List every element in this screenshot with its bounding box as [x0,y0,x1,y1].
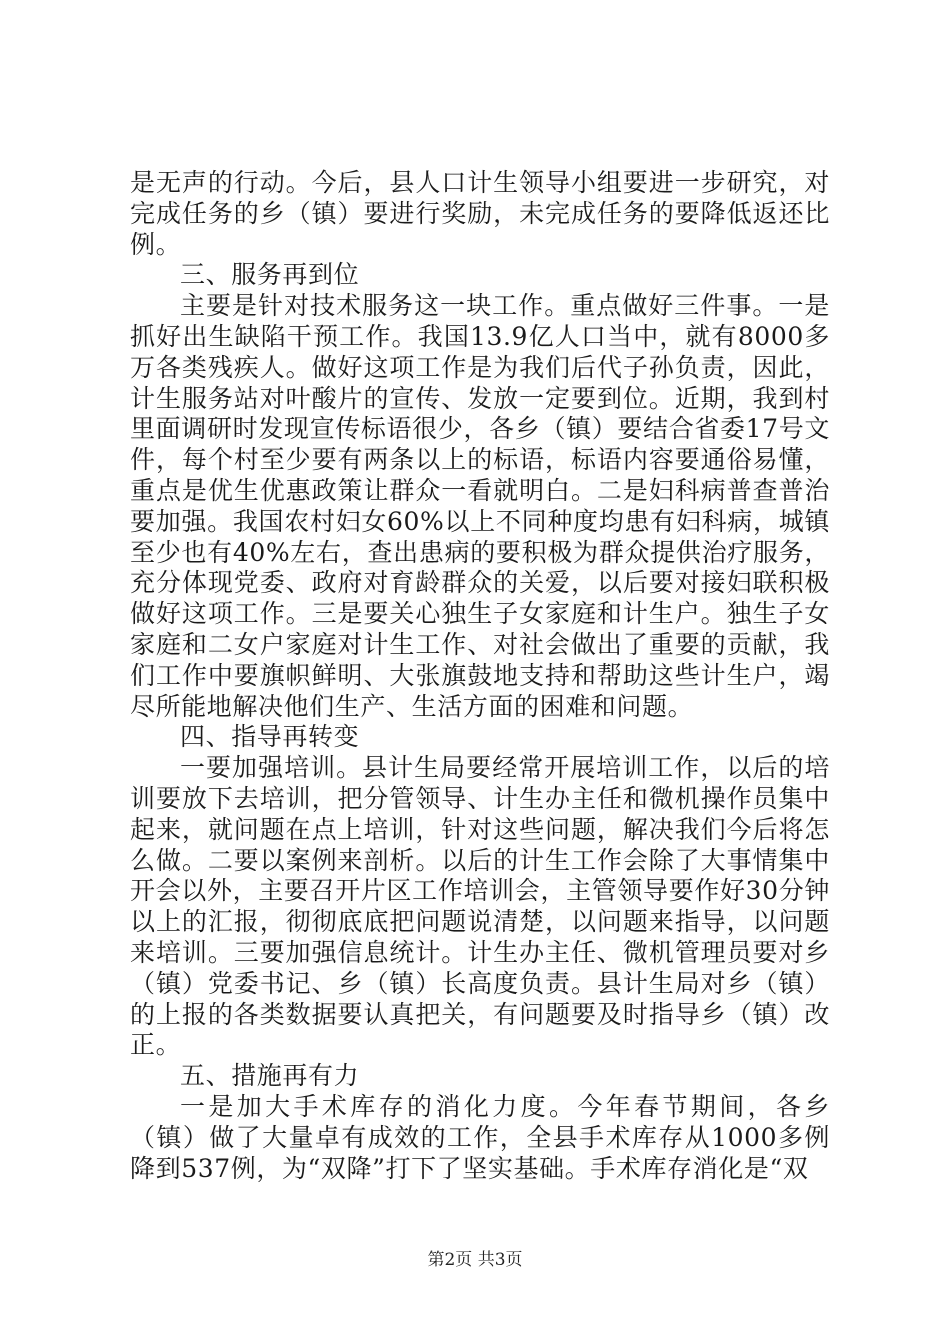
section-heading-5: 五、措施再有力 [180,1061,360,1091]
section-heading-3: 三、服务再到位 [180,260,360,290]
paragraph-section-5: 一是加大手术库存的消化力度。今年春节期间，各乡（镇）做了大量卓有成效的工作，全县手术库存从1000多例降到537例，为“双降”打下了坚实基础。手术库存消化是“双 [130,1091,830,1183]
section-heading-4: 四、指导再转变 [180,722,360,752]
page-footer: 第2页 共3页 [427,1250,523,1270]
paragraph-continuation: 是无声的行动。今后，县人口计生领导小组要进一步研究，对完成任务的乡（镇）要进行奖励，未完成任务的要降低返还比例。 [130,168,830,259]
document-body [130,168,830,1184]
paragraph-section-4: 一要加强培训。县计生局要经常开展培训工作，以后的培训要放下去培训，把分管领导、计生办主任和微机操作员集中起来，就问题在点上培训，针对这些问题，解决我们今后将怎么做。二要以案例来剖析。以后的计生工作会除了大事情集中开会以外，主要召开片区工作培训会，主管领导要作好30分钟以上的汇报，彻彻底底把问题说清楚，以问题来指导，以问题来培训。三要加强信息统计。计生办主任、微机管理员要对乡（镇）党委书记、乡（镇）长高度负责。县计生局对乡（镇）的上报的各类数据要认真把关，有问题要及时指导乡（镇）改正。 [130,753,830,1060]
paragraph-section-3: 主要是针对技术服务这一块工作。重点做好三件事。一是抓好出生缺陷干预工作。我国13.9亿人口当中，就有8000多万各类残疾人。做好这项工作是为我们后代子孙负责，因此，计生服务站对叶酸片的宣传、发放一定要到位。近期，我到村里面调研时发现宣传标语很少，各乡（镇）要结合省委17号文件，每个村至少要有两条以上的标语，标语内容要通俗易懂，重点是优生优惠政策让群众一看就明白。二是妇科病普查普治要加强。我国农村妇女60%以上不同种度均患有妇科病，城镇至少也有40%左右，查出患病的要积极为群众提供治疗服务，充分体现党委、政府对育龄群众的关爱，以后要对接妇联积极做好这项工作。三是要关心独生子女家庭和计生户。独生子女家庭和二女户家庭对计生工作、对社会做出了重要的贡献，我们工作中要旗帜鲜明、大张旗鼓地支持和帮助这些计生户，竭尽所能地解决他们生产、生活方面的困难和问题。 [130,291,830,721]
